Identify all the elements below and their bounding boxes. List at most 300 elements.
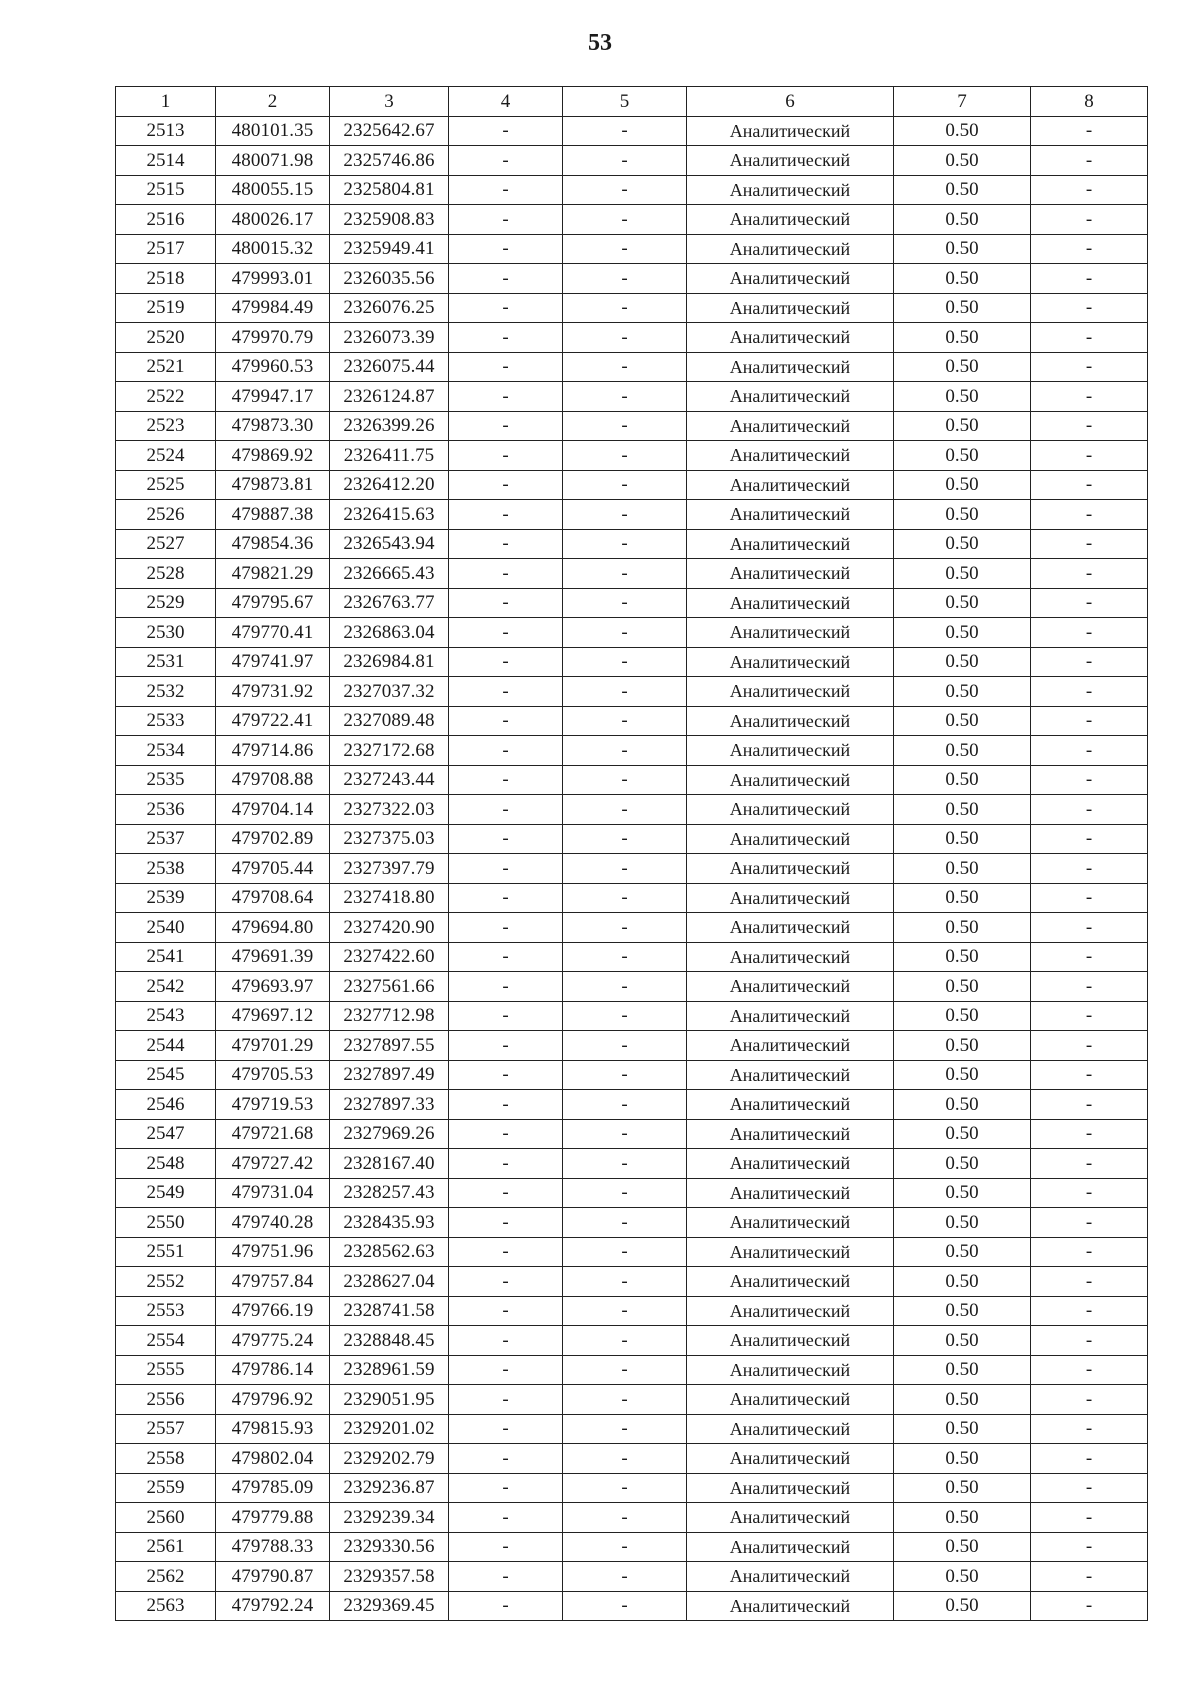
- accuracy-cell: 0.50: [894, 1267, 1031, 1297]
- column-8-cell: -: [1031, 205, 1148, 235]
- column-4-cell: -: [449, 293, 563, 323]
- y-coordinate-cell: 2327969.26: [330, 1119, 449, 1149]
- column-8-cell: -: [1031, 1060, 1148, 1090]
- point-number-cell: 2524: [116, 441, 216, 471]
- table-row: [116, 1001, 1148, 1031]
- column-4-cell: -: [449, 1060, 563, 1090]
- column-8-cell: -: [1031, 441, 1148, 471]
- column-8-cell: -: [1031, 706, 1148, 736]
- accuracy-cell: 0.50: [894, 1296, 1031, 1326]
- column-8-cell: -: [1031, 913, 1148, 943]
- point-number-cell: 2523: [116, 411, 216, 441]
- x-coordinate-cell: 480071.98: [216, 146, 330, 176]
- table-row: [116, 441, 1148, 471]
- method-cell: Аналитический: [687, 795, 894, 825]
- column-8-cell: -: [1031, 795, 1148, 825]
- column-4-cell: -: [449, 1444, 563, 1474]
- y-coordinate-cell: 2329236.87: [330, 1473, 449, 1503]
- x-coordinate-cell: 479887.38: [216, 500, 330, 530]
- table-row: [116, 677, 1148, 707]
- accuracy-cell: 0.50: [894, 529, 1031, 559]
- x-coordinate-cell: 479705.44: [216, 854, 330, 884]
- table-row: [116, 942, 1148, 972]
- column-4-cell: -: [449, 647, 563, 677]
- accuracy-cell: 0.50: [894, 706, 1031, 736]
- method-cell: Аналитический: [687, 854, 894, 884]
- method-cell: Аналитический: [687, 116, 894, 146]
- method-cell: Аналитический: [687, 175, 894, 205]
- y-coordinate-cell: 2327897.55: [330, 1031, 449, 1061]
- x-coordinate-cell: 479704.14: [216, 795, 330, 825]
- x-coordinate-cell: 479693.97: [216, 972, 330, 1002]
- point-number-cell: 2548: [116, 1149, 216, 1179]
- column-4-cell: -: [449, 382, 563, 412]
- method-cell: Аналитический: [687, 1296, 894, 1326]
- x-coordinate-cell: 479731.92: [216, 677, 330, 707]
- column-8-cell: -: [1031, 559, 1148, 589]
- column-header: 6: [687, 87, 894, 117]
- method-cell: Аналитический: [687, 1149, 894, 1179]
- page-number: 53: [588, 30, 612, 56]
- column-header: 1: [116, 87, 216, 117]
- point-number-cell: 2541: [116, 942, 216, 972]
- column-4-cell: -: [449, 1237, 563, 1267]
- x-coordinate-cell: 479775.24: [216, 1326, 330, 1356]
- point-number-cell: 2544: [116, 1031, 216, 1061]
- accuracy-cell: 0.50: [894, 1591, 1031, 1621]
- accuracy-cell: 0.50: [894, 1149, 1031, 1179]
- accuracy-cell: 0.50: [894, 411, 1031, 441]
- method-cell: Аналитический: [687, 293, 894, 323]
- column-header: 5: [563, 87, 687, 117]
- accuracy-cell: 0.50: [894, 234, 1031, 264]
- table-row: [116, 175, 1148, 205]
- column-8-cell: -: [1031, 500, 1148, 530]
- column-4-cell: -: [449, 1414, 563, 1444]
- y-coordinate-cell: 2327322.03: [330, 795, 449, 825]
- point-number-cell: 2522: [116, 382, 216, 412]
- y-coordinate-cell: 2325746.86: [330, 146, 449, 176]
- column-4-cell: -: [449, 942, 563, 972]
- x-coordinate-cell: 479714.86: [216, 736, 330, 766]
- x-coordinate-cell: 479722.41: [216, 706, 330, 736]
- table-row: [116, 1031, 1148, 1061]
- table-row: [116, 854, 1148, 884]
- column-5-cell: -: [563, 972, 687, 1002]
- x-coordinate-cell: 480055.15: [216, 175, 330, 205]
- y-coordinate-cell: 2327418.80: [330, 883, 449, 913]
- column-8-cell: -: [1031, 1031, 1148, 1061]
- point-number-cell: 2563: [116, 1591, 216, 1621]
- column-8-cell: -: [1031, 1208, 1148, 1238]
- column-4-cell: -: [449, 913, 563, 943]
- x-coordinate-cell: 479701.29: [216, 1031, 330, 1061]
- method-cell: Аналитический: [687, 824, 894, 854]
- column-4-cell: -: [449, 1296, 563, 1326]
- column-4-cell: -: [449, 1473, 563, 1503]
- column-5-cell: -: [563, 1562, 687, 1592]
- column-5-cell: -: [563, 146, 687, 176]
- point-number-cell: 2531: [116, 647, 216, 677]
- method-cell: Аналитический: [687, 1532, 894, 1562]
- column-8-cell: -: [1031, 736, 1148, 766]
- column-8-cell: -: [1031, 824, 1148, 854]
- x-coordinate-cell: 479873.30: [216, 411, 330, 441]
- point-number-cell: 2526: [116, 500, 216, 530]
- column-8-cell: -: [1031, 1473, 1148, 1503]
- column-4-cell: -: [449, 1532, 563, 1562]
- method-cell: Аналитический: [687, 382, 894, 412]
- y-coordinate-cell: 2326543.94: [330, 529, 449, 559]
- column-5-cell: -: [563, 1178, 687, 1208]
- column-8-cell: -: [1031, 1326, 1148, 1356]
- column-5-cell: -: [563, 736, 687, 766]
- method-cell: Аналитический: [687, 972, 894, 1002]
- column-8-cell: -: [1031, 234, 1148, 264]
- accuracy-cell: 0.50: [894, 588, 1031, 618]
- column-4-cell: -: [449, 736, 563, 766]
- y-coordinate-cell: 2326415.63: [330, 500, 449, 530]
- table-row: [116, 1385, 1148, 1415]
- accuracy-cell: 0.50: [894, 1001, 1031, 1031]
- column-5-cell: -: [563, 559, 687, 589]
- column-4-cell: -: [449, 559, 563, 589]
- accuracy-cell: 0.50: [894, 854, 1031, 884]
- column-4-cell: -: [449, 1001, 563, 1031]
- y-coordinate-cell: 2329369.45: [330, 1591, 449, 1621]
- y-coordinate-cell: 2326763.77: [330, 588, 449, 618]
- accuracy-cell: 0.50: [894, 1355, 1031, 1385]
- x-coordinate-cell: 479947.17: [216, 382, 330, 412]
- accuracy-cell: 0.50: [894, 677, 1031, 707]
- column-4-cell: -: [449, 264, 563, 294]
- table-row: [116, 1149, 1148, 1179]
- point-number-cell: 2539: [116, 883, 216, 913]
- accuracy-cell: 0.50: [894, 1414, 1031, 1444]
- column-5-cell: -: [563, 1532, 687, 1562]
- x-coordinate-cell: 480026.17: [216, 205, 330, 235]
- table-row: [116, 1326, 1148, 1356]
- column-8-cell: -: [1031, 1503, 1148, 1533]
- column-8-cell: -: [1031, 411, 1148, 441]
- x-coordinate-cell: 479790.87: [216, 1562, 330, 1592]
- accuracy-cell: 0.50: [894, 942, 1031, 972]
- accuracy-cell: 0.50: [894, 1385, 1031, 1415]
- table-row: [116, 1444, 1148, 1474]
- method-cell: Аналитический: [687, 1119, 894, 1149]
- column-8-cell: -: [1031, 1090, 1148, 1120]
- table-body: [116, 116, 1148, 1621]
- column-8-cell: -: [1031, 1355, 1148, 1385]
- column-8-cell: -: [1031, 1591, 1148, 1621]
- method-cell: Аналитический: [687, 1001, 894, 1031]
- point-number-cell: 2558: [116, 1444, 216, 1474]
- y-coordinate-cell: 2327397.79: [330, 854, 449, 884]
- y-coordinate-cell: 2328848.45: [330, 1326, 449, 1356]
- table-row: [116, 1208, 1148, 1238]
- column-5-cell: -: [563, 765, 687, 795]
- table-row: [116, 116, 1148, 146]
- y-coordinate-cell: 2326411.75: [330, 441, 449, 471]
- table-row: [116, 411, 1148, 441]
- table-row: [116, 588, 1148, 618]
- column-5-cell: -: [563, 795, 687, 825]
- method-cell: Аналитический: [687, 1178, 894, 1208]
- x-coordinate-cell: 479708.64: [216, 883, 330, 913]
- column-5-cell: -: [563, 1296, 687, 1326]
- column-4-cell: -: [449, 175, 563, 205]
- x-coordinate-cell: 480101.35: [216, 116, 330, 146]
- y-coordinate-cell: 2328257.43: [330, 1178, 449, 1208]
- table-row: [116, 1237, 1148, 1267]
- column-8-cell: -: [1031, 618, 1148, 648]
- accuracy-cell: 0.50: [894, 146, 1031, 176]
- column-4-cell: -: [449, 1355, 563, 1385]
- column-4-cell: -: [449, 441, 563, 471]
- accuracy-cell: 0.50: [894, 736, 1031, 766]
- method-cell: Аналитический: [687, 234, 894, 264]
- column-4-cell: -: [449, 1208, 563, 1238]
- column-4-cell: -: [449, 706, 563, 736]
- y-coordinate-cell: 2326073.39: [330, 323, 449, 353]
- column-4-cell: -: [449, 618, 563, 648]
- method-cell: Аналитический: [687, 500, 894, 530]
- column-4-cell: -: [449, 1385, 563, 1415]
- accuracy-cell: 0.50: [894, 559, 1031, 589]
- method-cell: Аналитический: [687, 1444, 894, 1474]
- column-8-cell: -: [1031, 1296, 1148, 1326]
- x-coordinate-cell: 479708.88: [216, 765, 330, 795]
- point-number-cell: 2514: [116, 146, 216, 176]
- column-4-cell: -: [449, 470, 563, 500]
- point-number-cell: 2519: [116, 293, 216, 323]
- point-number-cell: 2559: [116, 1473, 216, 1503]
- column-8-cell: -: [1031, 382, 1148, 412]
- point-number-cell: 2542: [116, 972, 216, 1002]
- column-5-cell: -: [563, 588, 687, 618]
- method-cell: Аналитический: [687, 1090, 894, 1120]
- accuracy-cell: 0.50: [894, 323, 1031, 353]
- x-coordinate-cell: 479757.84: [216, 1267, 330, 1297]
- table-row: [116, 972, 1148, 1002]
- method-cell: Аналитический: [687, 765, 894, 795]
- point-number-cell: 2536: [116, 795, 216, 825]
- accuracy-cell: 0.50: [894, 1503, 1031, 1533]
- y-coordinate-cell: 2327420.90: [330, 913, 449, 943]
- table-row: [116, 146, 1148, 176]
- table-row: [116, 500, 1148, 530]
- column-5-cell: -: [563, 470, 687, 500]
- y-coordinate-cell: 2326412.20: [330, 470, 449, 500]
- y-coordinate-cell: 2325804.81: [330, 175, 449, 205]
- x-coordinate-cell: 479702.89: [216, 824, 330, 854]
- y-coordinate-cell: 2327561.66: [330, 972, 449, 1002]
- y-coordinate-cell: 2328741.58: [330, 1296, 449, 1326]
- column-8-cell: -: [1031, 352, 1148, 382]
- column-8-cell: -: [1031, 588, 1148, 618]
- table-row: [116, 883, 1148, 913]
- point-number-cell: 2551: [116, 1237, 216, 1267]
- point-number-cell: 2534: [116, 736, 216, 766]
- y-coordinate-cell: 2326399.26: [330, 411, 449, 441]
- table-row: [116, 1473, 1148, 1503]
- column-8-cell: -: [1031, 264, 1148, 294]
- x-coordinate-cell: 479741.97: [216, 647, 330, 677]
- y-coordinate-cell: 2325642.67: [330, 116, 449, 146]
- column-8-cell: -: [1031, 1532, 1148, 1562]
- method-cell: Аналитический: [687, 588, 894, 618]
- column-header: 8: [1031, 87, 1148, 117]
- x-coordinate-cell: 479854.36: [216, 529, 330, 559]
- method-cell: Аналитический: [687, 1060, 894, 1090]
- column-5-cell: -: [563, 1090, 687, 1120]
- x-coordinate-cell: 479795.67: [216, 588, 330, 618]
- accuracy-cell: 0.50: [894, 618, 1031, 648]
- y-coordinate-cell: 2328562.63: [330, 1237, 449, 1267]
- point-number-cell: 2562: [116, 1562, 216, 1592]
- point-number-cell: 2546: [116, 1090, 216, 1120]
- table-row: [116, 618, 1148, 648]
- table-row: [116, 293, 1148, 323]
- method-cell: Аналитический: [687, 205, 894, 235]
- accuracy-cell: 0.50: [894, 264, 1031, 294]
- column-5-cell: -: [563, 1473, 687, 1503]
- point-number-cell: 2547: [116, 1119, 216, 1149]
- point-number-cell: 2561: [116, 1532, 216, 1562]
- column-4-cell: -: [449, 234, 563, 264]
- column-4-cell: -: [449, 677, 563, 707]
- column-5-cell: -: [563, 1208, 687, 1238]
- y-coordinate-cell: 2329330.56: [330, 1532, 449, 1562]
- point-number-cell: 2515: [116, 175, 216, 205]
- x-coordinate-cell: 479802.04: [216, 1444, 330, 1474]
- table-row: [116, 736, 1148, 766]
- table-row: [116, 1178, 1148, 1208]
- x-coordinate-cell: 479788.33: [216, 1532, 330, 1562]
- column-4-cell: -: [449, 1119, 563, 1149]
- table-row: [116, 647, 1148, 677]
- column-5-cell: -: [563, 1149, 687, 1179]
- y-coordinate-cell: 2327037.32: [330, 677, 449, 707]
- column-4-cell: -: [449, 883, 563, 913]
- accuracy-cell: 0.50: [894, 647, 1031, 677]
- column-4-cell: -: [449, 765, 563, 795]
- accuracy-cell: 0.50: [894, 352, 1031, 382]
- table-row: [116, 1060, 1148, 1090]
- method-cell: Аналитический: [687, 942, 894, 972]
- column-5-cell: -: [563, 1237, 687, 1267]
- accuracy-cell: 0.50: [894, 765, 1031, 795]
- x-coordinate-cell: 479960.53: [216, 352, 330, 382]
- column-5-cell: -: [563, 883, 687, 913]
- accuracy-cell: 0.50: [894, 470, 1031, 500]
- accuracy-cell: 0.50: [894, 1562, 1031, 1592]
- column-5-cell: -: [563, 824, 687, 854]
- column-5-cell: -: [563, 1503, 687, 1533]
- method-cell: Аналитический: [687, 559, 894, 589]
- x-coordinate-cell: 479721.68: [216, 1119, 330, 1149]
- x-coordinate-cell: 479785.09: [216, 1473, 330, 1503]
- accuracy-cell: 0.50: [894, 883, 1031, 913]
- column-4-cell: -: [449, 205, 563, 235]
- point-number-cell: 2513: [116, 116, 216, 146]
- y-coordinate-cell: 2327089.48: [330, 706, 449, 736]
- table-header-row: [116, 87, 1148, 117]
- column-5-cell: -: [563, 647, 687, 677]
- table-row: [116, 1119, 1148, 1149]
- column-8-cell: -: [1031, 1001, 1148, 1031]
- table-row: [116, 1562, 1148, 1592]
- column-8-cell: -: [1031, 942, 1148, 972]
- accuracy-cell: 0.50: [894, 824, 1031, 854]
- point-number-cell: 2553: [116, 1296, 216, 1326]
- y-coordinate-cell: 2326863.04: [330, 618, 449, 648]
- column-5-cell: -: [563, 500, 687, 530]
- y-coordinate-cell: 2327172.68: [330, 736, 449, 766]
- method-cell: Аналитический: [687, 1355, 894, 1385]
- column-4-cell: -: [449, 146, 563, 176]
- coordinates-table: [115, 86, 1148, 1621]
- column-8-cell: -: [1031, 854, 1148, 884]
- point-number-cell: 2517: [116, 234, 216, 264]
- column-8-cell: -: [1031, 146, 1148, 176]
- column-5-cell: -: [563, 382, 687, 412]
- accuracy-cell: 0.50: [894, 1119, 1031, 1149]
- x-coordinate-cell: 479821.29: [216, 559, 330, 589]
- y-coordinate-cell: 2329357.58: [330, 1562, 449, 1592]
- x-coordinate-cell: 479993.01: [216, 264, 330, 294]
- x-coordinate-cell: 479697.12: [216, 1001, 330, 1031]
- column-header: 3: [330, 87, 449, 117]
- table-row: [116, 1503, 1148, 1533]
- point-number-cell: 2556: [116, 1385, 216, 1415]
- point-number-cell: 2529: [116, 588, 216, 618]
- point-number-cell: 2549: [116, 1178, 216, 1208]
- table-row: [116, 559, 1148, 589]
- method-cell: Аналитический: [687, 323, 894, 353]
- column-5-cell: -: [563, 116, 687, 146]
- column-8-cell: -: [1031, 677, 1148, 707]
- x-coordinate-cell: 479719.53: [216, 1090, 330, 1120]
- column-5-cell: -: [563, 1031, 687, 1061]
- point-number-cell: 2538: [116, 854, 216, 884]
- point-number-cell: 2552: [116, 1267, 216, 1297]
- column-4-cell: -: [449, 1503, 563, 1533]
- column-4-cell: -: [449, 824, 563, 854]
- point-number-cell: 2557: [116, 1414, 216, 1444]
- point-number-cell: 2535: [116, 765, 216, 795]
- column-8-cell: -: [1031, 647, 1148, 677]
- column-header: 7: [894, 87, 1031, 117]
- table-row: [116, 1296, 1148, 1326]
- y-coordinate-cell: 2325949.41: [330, 234, 449, 264]
- column-8-cell: -: [1031, 1237, 1148, 1267]
- point-number-cell: 2518: [116, 264, 216, 294]
- x-coordinate-cell: 479970.79: [216, 323, 330, 353]
- table-row: [116, 1532, 1148, 1562]
- point-number-cell: 2528: [116, 559, 216, 589]
- point-number-cell: 2545: [116, 1060, 216, 1090]
- column-5-cell: -: [563, 677, 687, 707]
- column-8-cell: -: [1031, 1149, 1148, 1179]
- table-row: [116, 1591, 1148, 1621]
- method-cell: Аналитический: [687, 146, 894, 176]
- table-row: [116, 352, 1148, 382]
- accuracy-cell: 0.50: [894, 116, 1031, 146]
- column-5-cell: -: [563, 1119, 687, 1149]
- accuracy-cell: 0.50: [894, 1208, 1031, 1238]
- accuracy-cell: 0.50: [894, 500, 1031, 530]
